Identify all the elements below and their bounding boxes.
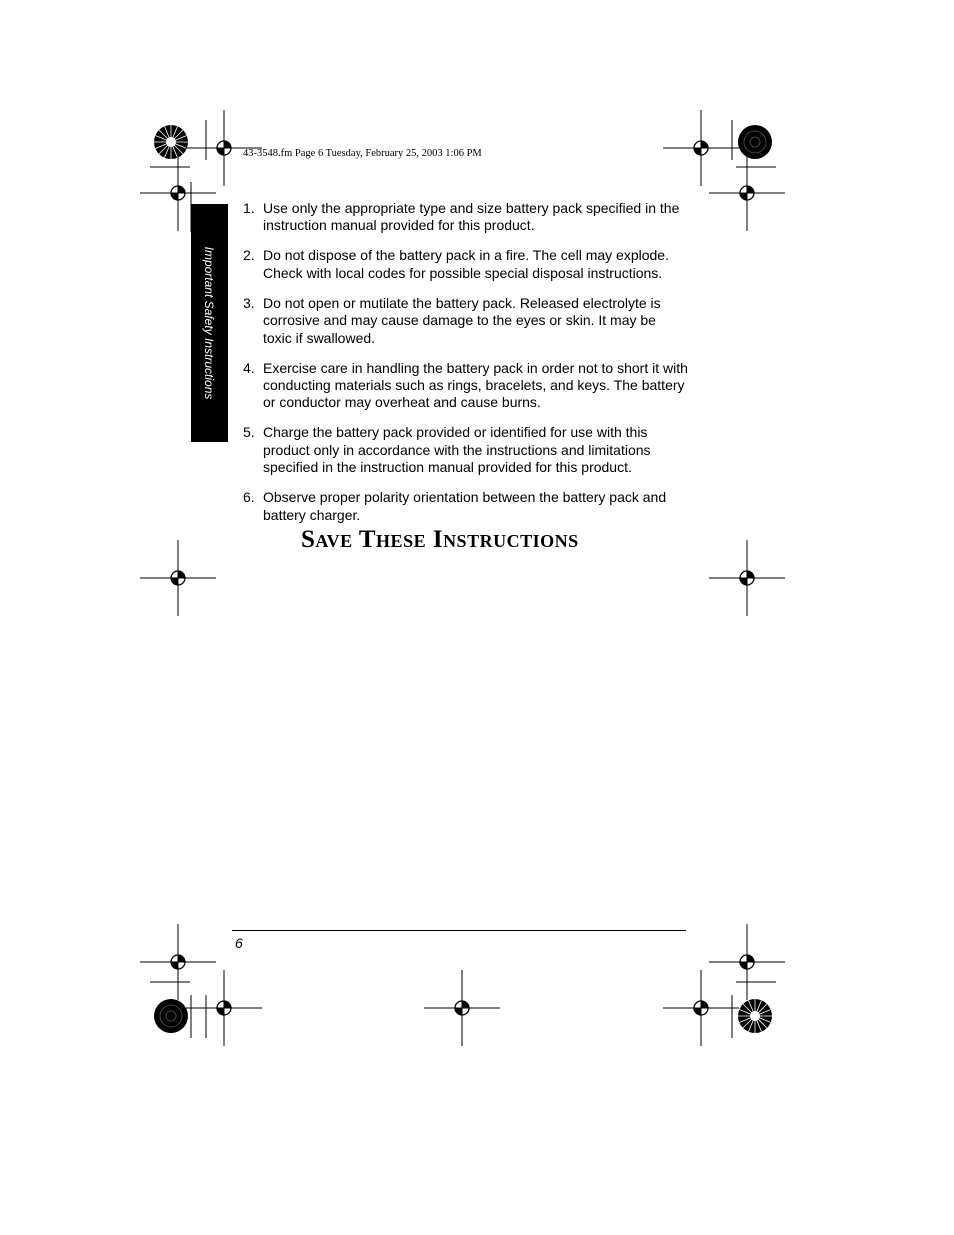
registration-mark [140,924,216,1000]
item-number: 4. [243,359,255,376]
section-tab [191,204,228,442]
page-number: 6 [235,935,243,951]
item-number: 3. [243,294,255,311]
item-number: 6. [243,489,255,506]
item-text: Charge the battery pack provided or identified for use with this product only in accordance with the instructions and limitations specified in the instruction manual provided for this product. [263,424,651,476]
item-number: 5. [243,424,255,441]
item-number: 1. [243,200,255,216]
list-item [243,489,688,524]
list-item [243,200,688,235]
item-text: Do not dispose of the battery pack in a fire. The cell may explode. Check with local codes for possible special disposal instructions. [263,247,669,281]
item-text: Exercise care in handling the battery pack in order not to short it with conducting materials such as rings, bracelets, and keys. The battery or conductor may overheat and cause burns. [263,359,688,411]
item-text: Do not open or mutilate the battery pack. Released electrolyte is corrosive and may cause damage to the eyes or skin. It may be toxic if swallowed. [263,294,661,346]
list-item [243,360,688,412]
section-tab-label: Important Safety Instructions [202,246,216,400]
registration-mark [663,970,739,1046]
color-target-top-right [738,125,772,159]
registration-mark [709,155,785,231]
item-number: 2. [243,247,255,264]
registration-mark [140,540,216,616]
item-text: Use only the appropriate type and size battery pack specified in the instruction manual provided for this product. [263,200,680,234]
file-info-header: 43-3548.fm Page 6 Tuesday, February 25, 2003 1:06 PM [243,148,482,159]
color-target-top-left [154,125,188,159]
color-target-bottom-left [154,999,188,1033]
list-item [243,424,688,476]
instruction-list [243,200,688,537]
footer-divider [232,930,686,931]
list-item [243,247,688,282]
save-instructions-heading: Save These Instructions [301,526,579,553]
list-item [243,295,688,347]
registration-mark [709,540,785,616]
item-text: Observe proper polarity orientation between the battery pack and battery charger. [263,489,667,523]
color-target-bottom-right [738,999,772,1033]
registration-mark [424,970,500,1046]
registration-mark [663,110,739,186]
registration-mark [709,924,785,1000]
registration-mark [186,970,262,1046]
